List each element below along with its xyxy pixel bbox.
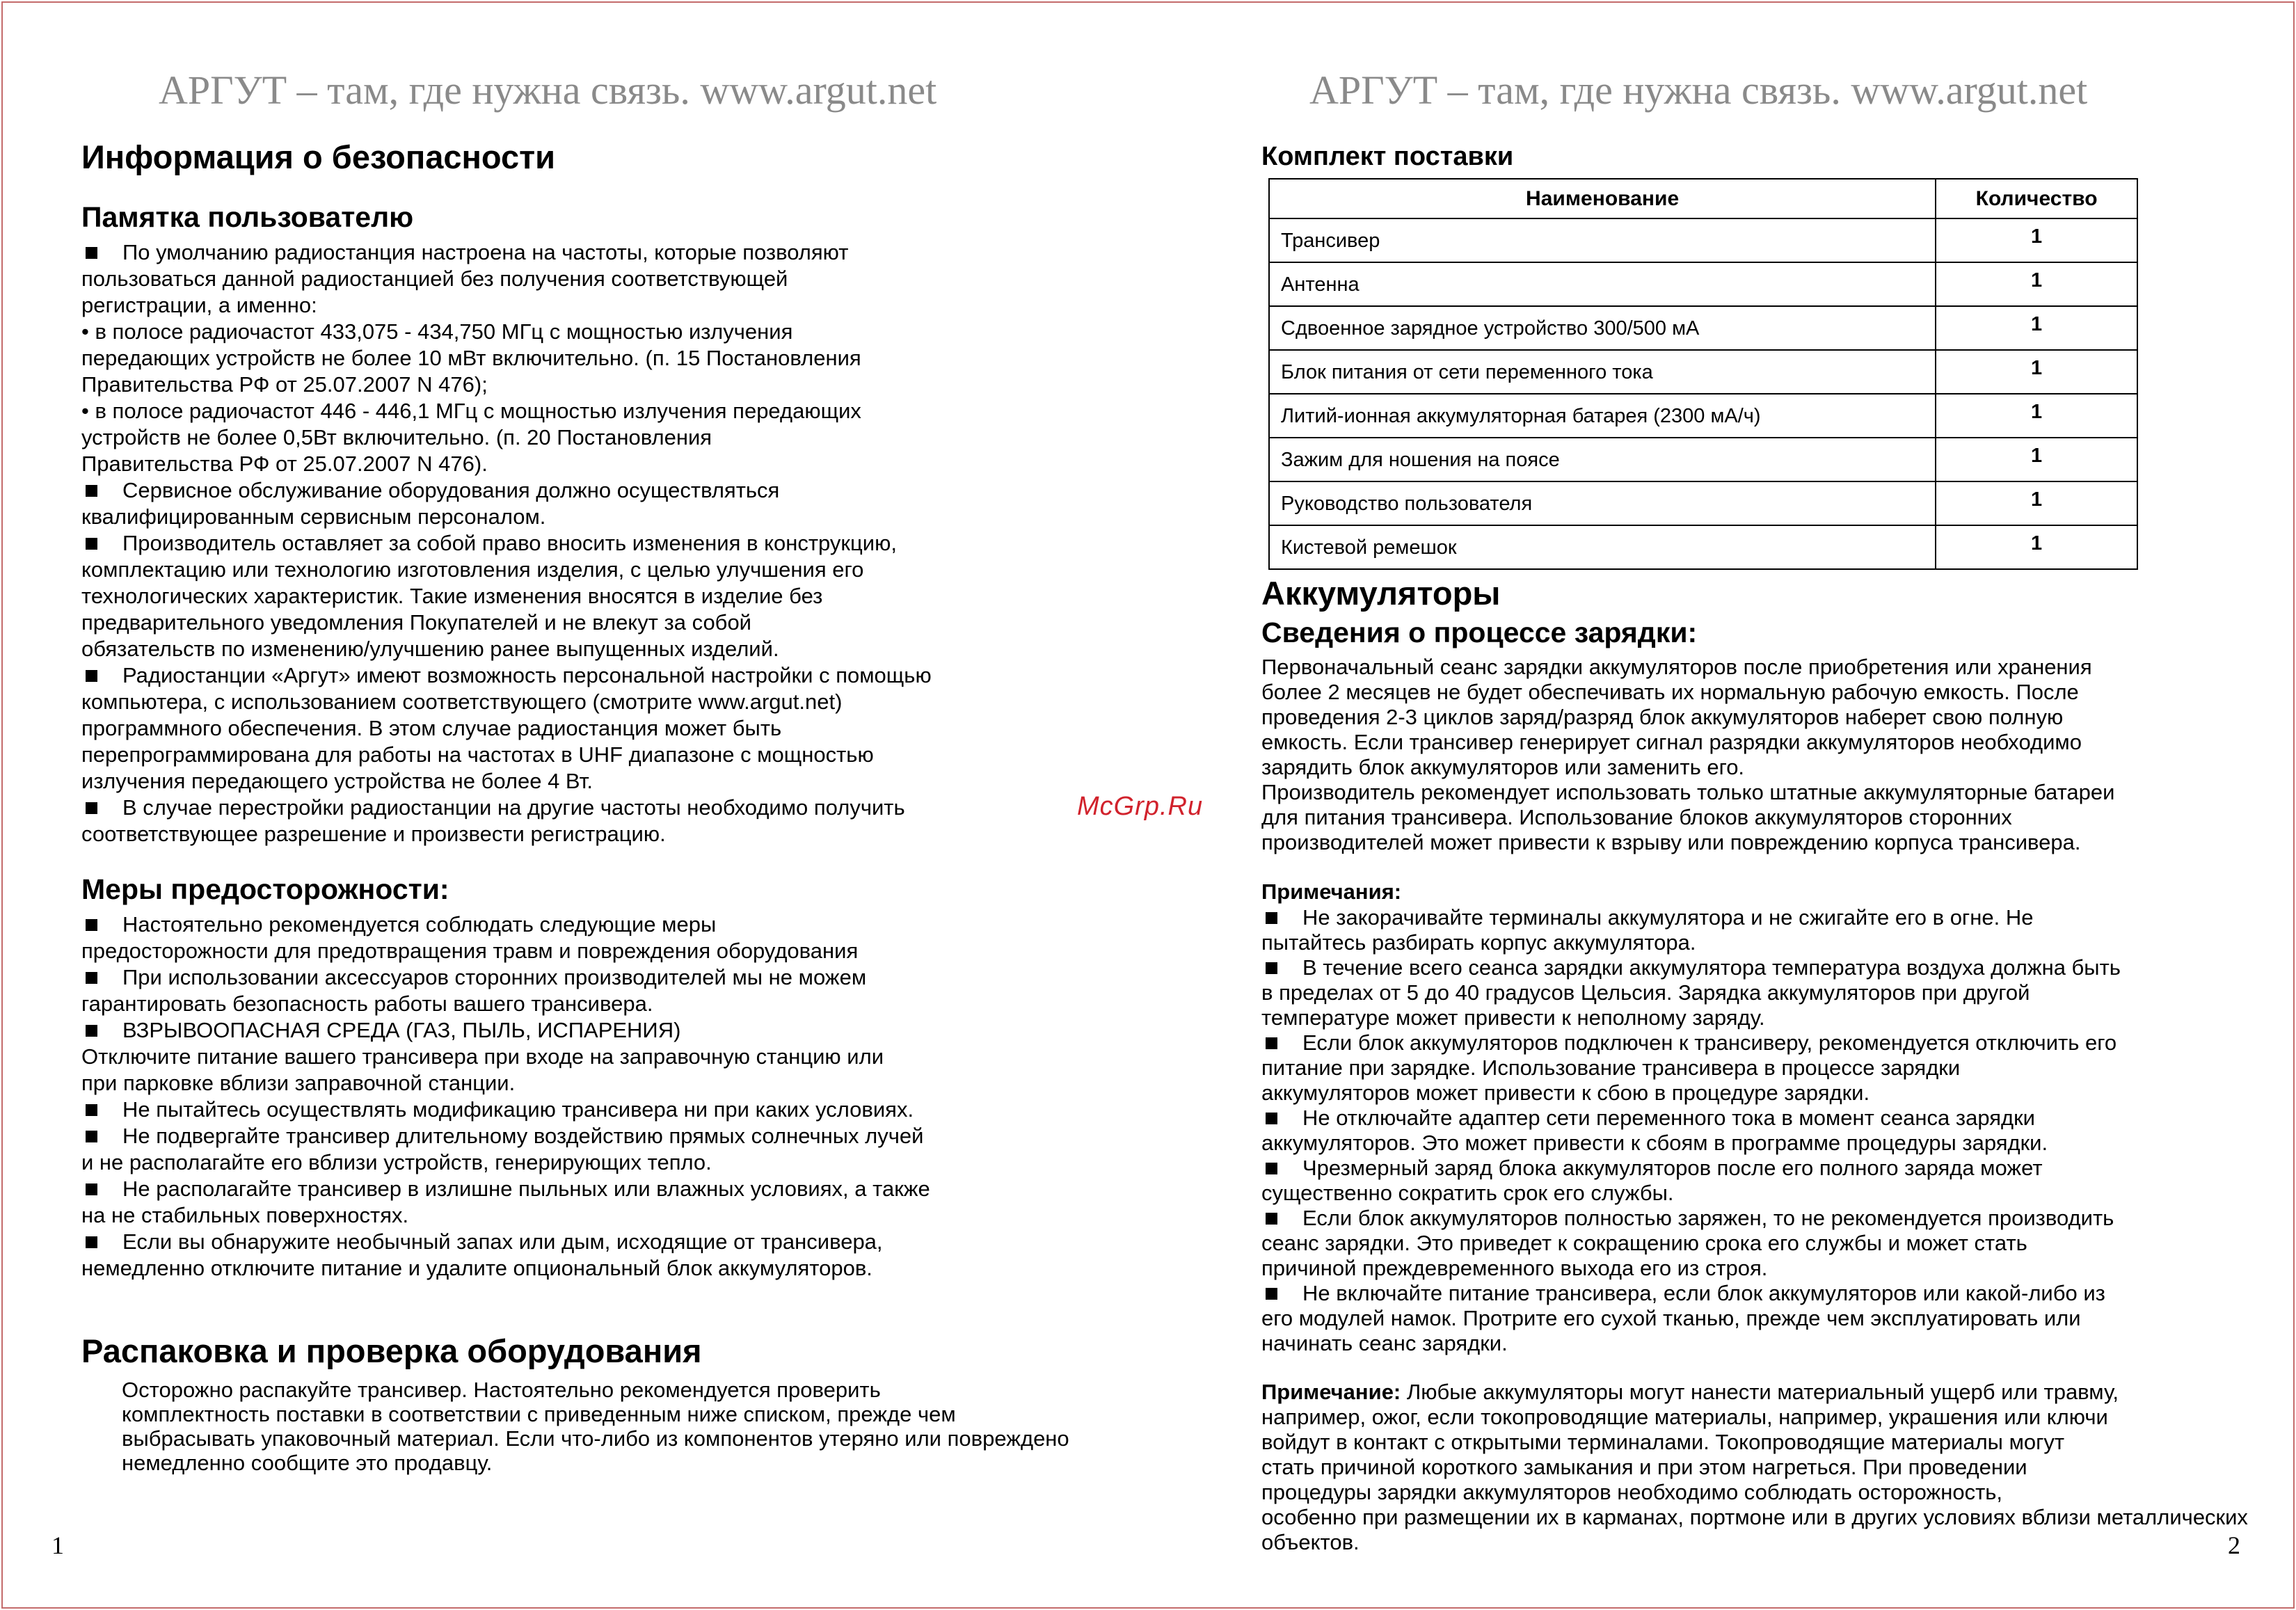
page-number: 1: [51, 1531, 64, 1559]
memo-item: Производитель оставляет за собой право вносить изменения в конструкцию, комплектацию или технологию изготовления изделия, с целью улучшения его технологических характеристик. Такие изменения вносятся в изделие без предварительного уведомления Покупателей и не влекут за собой обязательств по изменению/улучшению ранее выпущенных изделий.: [81, 531, 897, 661]
memo-item: Радиостанции «Аргут» имеют возможность персональной настройки с помощью компьютера, с использованием соответствующего (смотрите www.argut.net) программного обеспечения. В этом случае радиостанция может быть перепрограммирована для работы на частотах в UHF диапазоне с мощностью излучения передающего устройства не более 4 Вт.: [81, 663, 932, 793]
bullet-square-icon: [86, 485, 97, 497]
precaution-item: Если вы обнаружите необычный запах или дым, исходящие от трансивера, немедленно отключите питание и удалите опциональный блок аккумуляторов.: [81, 1229, 883, 1280]
page-number: 2: [2228, 1531, 2240, 1559]
bullet-square-icon: [86, 247, 97, 259]
bullet-square-icon: [86, 1104, 97, 1116]
bullet-square-icon: [86, 972, 97, 984]
table-row: Литий-ионная аккумуляторная батарея (2300 мА/ч) 1: [1269, 394, 2137, 438]
table-row: Трансивер 1: [1269, 218, 2137, 262]
memo-frequency-bands: • в полосе радиочастот 433,075 - 434,750 МГц с мощностью излучения передающих устройств не более 10 мВт включительно. (п. 15 Постановления Правительства РФ от 25.07.2007 N 476); • в полосе радиочастот 446 - 446,1 МГц с мощностью излучения передающих устройств не более 0,5Вт включительно. (п. 20 Постановления Правительства РФ от 25.07.2007 N 476).: [81, 319, 861, 476]
precaution-item: Настоятельно рекомендуется соблюдать следующие меры предосторожности для предотвращения травм и повреждения оборудования: [81, 912, 859, 963]
notes-heading: Примечания:: [1261, 879, 1402, 904]
table-row: Руководство пользователя 1: [1269, 481, 2137, 525]
charging-heading: Сведения о процессе зарядки:: [1261, 616, 1698, 648]
note-item: Не включайте питание трансивера, если блок аккумуляторов или какой-либо из его модулей намок. Протрите его сухой тканью, прежде чем эксплуатировать или начинать сеанс зарядки.: [1261, 1281, 2105, 1355]
note-item: Если блок аккумуляторов подключен к трансиверу, рекомендуется отключить его питание при зарядке. Использование трансивера в процессе зарядки аккумуляторов может привести к сбою в процедуре зарядки.: [1261, 1030, 2117, 1105]
kit-table-header: [1269, 179, 2137, 218]
bullet-square-icon: [86, 1131, 97, 1142]
bullet-square-icon: [86, 802, 97, 814]
bullet-square-icon: [1266, 962, 1277, 974]
table-row: Блок питания от сети переменного тока 1: [1269, 350, 2137, 394]
memo-item: В случае перестройки радиостанции на другие частоты необходимо получить соответствующее разрешение и произвести регистрацию.: [81, 795, 905, 846]
bullet-square-icon: [1266, 1288, 1277, 1300]
bullet-square-icon: [86, 538, 97, 550]
column-header-qty: Количество: [1936, 179, 2137, 218]
precaution-item: ВЗРЫВООПАСНАЯ СРЕДА (ГАЗ, ПЫЛЬ, ИСПАРЕНИЯ) Отключите питание вашего трансивера при входе на заправочную станцию или при парковке вблизи заправочной станции.: [81, 1018, 884, 1095]
right-content: [1261, 139, 2249, 1555]
memo-item: Сервисное обслуживание оборудования должно осуществляться квалифицированным сервисным персоналом.: [81, 478, 780, 529]
bullet-square-icon: [1266, 1113, 1277, 1124]
precaution-item: При использовании аксессуаров сторонних производителей мы не можем гарантировать безопасность работы вашего трансивера.: [81, 965, 867, 1016]
precaution-item: Не подвергайте трансивер длительному воздействию прямых солнечных лучей и не располагайте его вблизи устройств, генерирующих тепло.: [81, 1124, 924, 1174]
kit-table: [1268, 178, 2138, 570]
note-item: Если блок аккумуляторов полностью заряжен, то не рекомендуется производить сеанс зарядки. Это приведет к сокращению срока его службы и может стать причиной преждевременного выхода его из строя.: [1261, 1206, 2114, 1280]
unpacking-heading: Распаковка и проверка оборудования: [81, 1332, 702, 1369]
note-item: Не закорачивайте терминалы аккумулятора и не сжигайте его в огне. Не пытайтесь разбирать корпус аккумулятора.: [1261, 905, 2034, 955]
watermark: McGrp.Ru: [1077, 792, 1204, 821]
precaution-item: Не располагайте трансивер в излишне пыльных или влажных условиях, а также на не стабильных поверхностях.: [81, 1177, 930, 1227]
bullet-square-icon: [86, 1183, 97, 1195]
table-row: Сдвоенное зарядное устройство 300/500 мА 1: [1269, 306, 2137, 350]
table-row: Кистевой ремешок 1: [1269, 525, 2137, 569]
final-note-label: Примечание:: [1261, 1380, 1401, 1404]
charging-intro: Первоначальный сеанс зарядки аккумуляторов после приобретения или хранения более 2 месяцев не будет обеспечивать их нормальную рабочую емкость. После проведения 2-3 циклов заряд/разряд блок аккумуляторов наберет свою полную емкость. Если трансивер генерирует сигнал разрядки аккумуляторов необходимо зарядить блок аккумуляторов или заменить его. Производитель рекомендует использовать только штатные аккумуляторные батареи для питания трансивера. Использование блоков аккумуляторов сторонних производителей может привести к взрыву или повреждению корпуса трансивера.: [1261, 655, 2115, 854]
precautions-heading: Меры предосторожности:: [81, 873, 449, 905]
precaution-item: Не пытайтесь осуществлять модификацию трансивера ни при каких условиях.: [81, 1097, 1111, 1123]
bullet-square-icon: [86, 1025, 97, 1037]
bullet-square-icon: [1266, 1163, 1277, 1174]
note-item: Чрезмерный заряд блока аккумуляторов после его полного заряда может существенно сократить срок его службы.: [1261, 1156, 2043, 1205]
bullet-square-icon: [86, 1236, 97, 1248]
table-row: Антенна 1: [1269, 262, 2137, 306]
bullet-square-icon: [86, 670, 97, 682]
column-header-name: Наименование: [1269, 179, 1936, 218]
page-header: АРГУТ – там, где нужна связь. www.argut.net: [1309, 67, 2088, 113]
memo-item: По умолчанию радиостанция настроена на частоты, которые позволяют пользоваться данной радиостанцией без получения соответствующей регистрации, а именно:: [81, 240, 849, 317]
note-item: Не отключайте адаптер сети переменного тока в момент сеанса зарядки аккумуляторов. Это может привести к сбоям в программе процедуры зарядки.: [1261, 1106, 2048, 1155]
bullet-square-icon: [86, 919, 97, 931]
left-content: [81, 136, 1111, 1475]
page-header: АРГУТ – там, где нужна связь. www.argut.net: [159, 67, 937, 113]
kit-heading: Комплект поставки: [1261, 142, 1514, 171]
bullet-square-icon: [1266, 1213, 1277, 1225]
bullet-square-icon: [1266, 912, 1277, 924]
right-page: [1148, 0, 2296, 1610]
final-note: Примечание: Любые аккумуляторы могут нанести материальный ущерб или травму, например, ожог, если токопроводящие материалы, например, украшения или ключи войдут в контакт с открытыми терминалами. Токопроводящие материалы могут стать причиной короткого замыкания и при этом нагреться. При проведении процедуры зарядки аккумуляторов необходимо соблюдать осторожность, особенно при размещении их в карманах, портмоне или в других условиях вблизи металлических объектов.: [1261, 1380, 2248, 1554]
unpacking-text: Осторожно распакуйте трансивер. Настоятельно рекомендуется проверить комплектность поставки в соответствии с приведенным ниже списком, прежде чем выбрасывать упаковочный материал. Если что-либо из компонентов утеряно или повреждено немедленно сообщите это продавцу.: [122, 1378, 1069, 1475]
batteries-title: Аккумуляторы: [1261, 575, 1501, 612]
bullet-square-icon: [1266, 1037, 1277, 1049]
memo-heading: Памятка пользователю: [81, 201, 414, 233]
note-item: В течение всего сеанса зарядки аккумулятора температура воздуха должна быть в пределах от 5 до 40 градусов Цельсия. Зарядка аккумуляторов при другой температуре может привести к неполному заряду.: [1261, 955, 2121, 1030]
safety-title: Информация о безопасности: [81, 138, 556, 175]
table-row: Зажим для ношения на поясе 1: [1269, 438, 2137, 481]
